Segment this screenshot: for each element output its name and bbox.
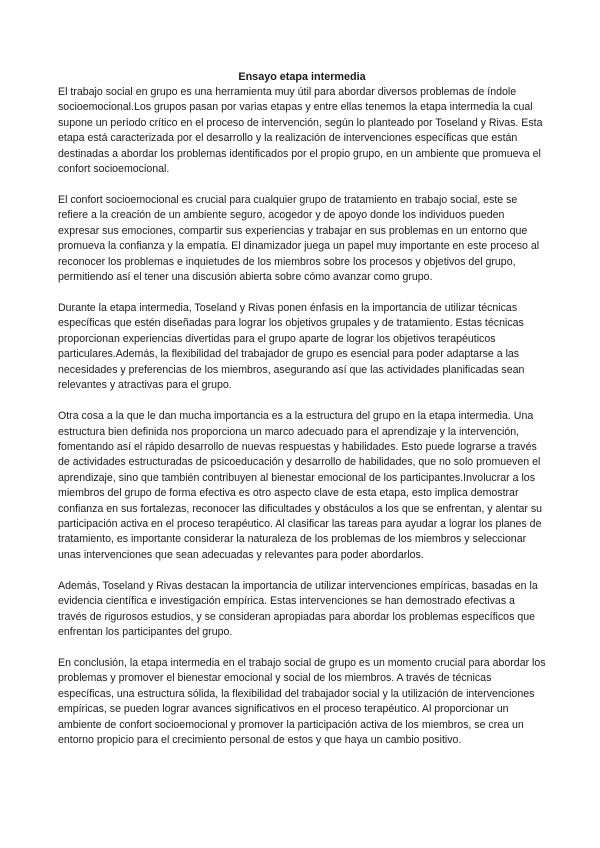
document-title: Ensayo etapa intermedia — [238, 71, 366, 83]
paragraph-conclusion: En conclusión, la etapa intermedia en el trabajo social de grupo es un momento crucial para abordar los problemas y promover el bienestar emocional y social de los miembros. A través de técnicas específicas, una estructura sólida, la flexibilidad del trabajador social y la utilización de intervenciones empíricas, se pueden lograr avances significativos en el proceso terapéutico. Al proporcionar un ambiente de confort socioemocional y promover la participación activa de los miembros, se crea un entorno propicio para el crecimiento personal de estos y que haya un cambio positivo. — [58, 656, 546, 746]
paragraph-intervenciones: Además, Toseland y Rivas destacan la importancia de utilizar intervenciones empíricas, basadas en la evidencia científica e investigación empírica. Estas intervenciones se han demostrado efectivas a través de rigurosos estudios, y se consideran apropiadas para abordar los problemas específicos que enfrentan los participantes del grupo. — [58, 579, 538, 638]
document-body — [58, 70, 546, 764]
paragraph-tecnicas: Durante la etapa intermedia, Toseland y Rivas ponen énfasis en la importancia de utilizar técnicas específicas que estén diseñadas para lograr los objetivos grupales y de tratamiento. Estas técnicas proporcionan experiencias divertidas para el grupo aparte de lograr los objetivos terapéuticos particulares.Además, la flexibilidad del trabajador de grupo es esencial para poder adaptarse a las necesidades y preferencias de los miembros, asegurando así que las actividades planificadas sean relevantes y atractivas para el grupo. — [58, 302, 525, 392]
paragraph-confort: El confort socioemocional es crucial para cualquier grupo de tratamiento en trabajo social, este se refiere a la creación de un ambiente seguro, acogedor y de apoyo donde los individuos pueden expresar sus emociones, compartir sus experiencias y trabajar en sus problemas en un entorno que promueva la confianza y la empatía. El dinamizador juega un papel muy importante en este proceso al reconocer los problemas e inquietudes de los miembros sobre los procesos y objetivos del grupo, permitiendo así el tener una discusión abierta sobre cómo avanzar como grupo. — [58, 194, 540, 284]
paragraph-estructura: Otra cosa a la que le dan mucha importancia es a la estructura del grupo en la etapa intermedia. Una estructura bien definida nos proporciona un marco adecuado para el aprendizaje y la intervención, fomentando así el rápido desarrollo de nuevas respuestas y habilidades. Esto puede lograrse a través de actividades estructuradas de psicoeducación y desarrollo de habilidades, que no solo promueven el aprendizaje, sino que también contribuyen al bienestar emocional de los participantes.Involucrar a los miembros del grupo de forma efectiva es otro aspecto clave de esta etapa, esto implica demostrar confianza en sus fortalezas, reconocer las dificultades y obstáculos a los que se enfrentan, y alentar su participación activa en el proceso terapéutico. Al clasificar las tareas para ayudar a lograr los planes de tratamiento, es importante considerar la naturaleza de los problemas de los miembros y seleccionar unas intervenciones que sean adecuadas y relevantes para poder abordarlos. — [58, 410, 543, 561]
paragraph-intro: El trabajo social en grupo es una herramienta muy útil para abordar diversos problemas de índole socioemocional.Los grupos pasan por varias etapas y entre ellas tenemos la etapa intermedia la cual supone un período crítico en el proceso de intervención, según lo planteado por Toseland y Rivas. Esta etapa está caracterizada por el desarrollo y la realización de intervenciones específicas que están destinadas a abordar los problemas identificados por el propio grupo, en un ambiente que promueva el confort socioemocional. — [58, 86, 543, 176]
